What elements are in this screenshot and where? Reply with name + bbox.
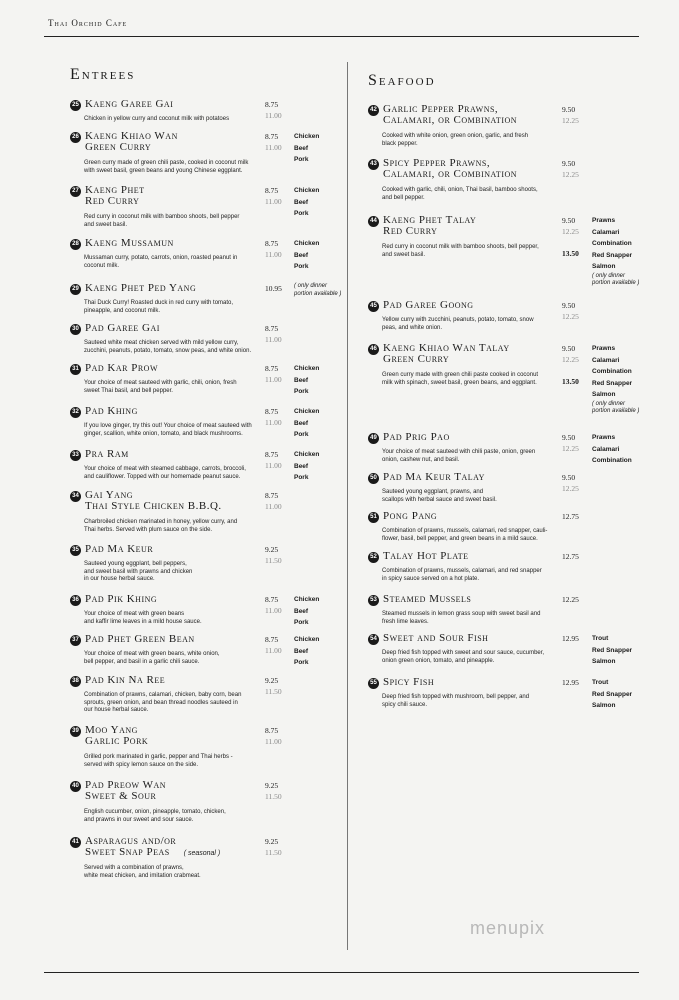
item-name-line-1: Pad Kin Na Ree [85, 674, 166, 686]
item-name-line-2: Sweet Snap Peas ( seasonal ) [85, 846, 221, 858]
option-label: Chicken [294, 365, 320, 372]
item-price [265, 594, 282, 616]
option-label: Beef [294, 462, 309, 470]
lunch-price: 8.75 [265, 100, 279, 109]
item-options [294, 363, 319, 398]
option-label: Pork [294, 210, 309, 217]
option-label: Trout [592, 679, 609, 686]
option-label: Combination [592, 240, 632, 247]
item-name [383, 594, 471, 605]
option-label: Chicken [294, 408, 320, 415]
dinner-price: 11.00 [265, 197, 282, 206]
item-description: Deep fried fish topped with sweet and sour sauce, cucumber, onion green onion, tomato, and pineapple. [382, 650, 545, 664]
item-number-badge: 40 [70, 781, 81, 792]
item-options [592, 432, 632, 467]
item-name-line-1: Pad Preow Wan [85, 779, 167, 791]
dinner-price: 12.25 [562, 444, 579, 453]
option-label: Combination [592, 368, 632, 375]
item-name-line-2: Green Curry [85, 141, 152, 153]
item-number-badge: 52 [368, 552, 379, 563]
lunch-price: 8.75 [265, 407, 279, 416]
item-price [562, 215, 579, 259]
option-label: Pork [294, 388, 309, 395]
dinner-price: 11.00 [265, 606, 282, 615]
item-name-line-1: Pad Pik Khing [85, 593, 158, 605]
item-name-line-2: Green Curry [383, 353, 450, 365]
item-description: Steamed mussels in lemon grass soup with sweet basil and fresh lime leaves. [382, 611, 541, 625]
item-number-badge: 37 [70, 635, 81, 646]
item-price [265, 283, 282, 294]
dinner-price: 11.00 [265, 335, 282, 344]
item-number-badge: 27 [70, 186, 81, 197]
item-name-line-1: Pad Ma Keur Talay [383, 471, 485, 483]
item-name-line-1: Asparagus and/or [85, 835, 177, 847]
lunch-price: 10.95 [265, 284, 282, 293]
option-label: Chicken [294, 451, 320, 458]
restaurant-name: Thai Orchid Cafe [48, 18, 128, 28]
item-name-line-1: Kaeng Khiao Wan [85, 130, 178, 142]
item-options [592, 215, 639, 288]
item-name-line-1: Pad Garee Goong [383, 299, 474, 311]
option-label: Pork [294, 156, 309, 163]
item-name-line-2: Calamari, or Combination [383, 168, 518, 180]
item-price [265, 634, 282, 656]
option-label: Red Snapper [592, 251, 633, 259]
item-price [562, 158, 579, 180]
lunch-price: 9.25 [265, 676, 279, 685]
option-label: Beef [294, 647, 309, 655]
dinner-price: 11.50 [265, 792, 282, 801]
option-note: ( only dinner portion available ) [592, 400, 640, 414]
lunch-price: 9.50 [562, 105, 576, 114]
fish-price: 13.50 [562, 377, 579, 386]
dinner-price: 11.50 [265, 556, 282, 565]
item-name [85, 238, 174, 249]
option-label: Beef [294, 251, 309, 259]
item-description: Your choice of meat with green beans, white onion, bell pepper, and basil in a garlic chili sauce. [84, 651, 220, 665]
fish-price: 13.50 [562, 249, 579, 258]
item-price [265, 131, 282, 153]
item-name-line-1: Pad Prig Pao [383, 431, 450, 443]
item-options [294, 185, 319, 220]
item-name [85, 185, 145, 207]
option-label: Chicken [294, 596, 320, 603]
item-options [294, 406, 319, 441]
item-price [265, 99, 282, 121]
item-description: Cooked with garlic, chili, onion, Thai basil, bamboo shoots, and bell pepper. [382, 187, 538, 201]
lunch-price: 8.75 [265, 239, 279, 248]
item-number-badge: 30 [70, 324, 81, 335]
item-number-badge: 32 [70, 407, 81, 418]
item-description: If you love ginger, try this out! Your choice of meat sauteed with ginger, scallion, white onion, tomato, and black mushrooms. [84, 423, 252, 437]
item-description: Green curry made of green chili paste, cooked in coconut milk with sweet basil, green beans and young Chinese eggplant. [84, 160, 249, 174]
item-price [562, 677, 579, 688]
item-description: Charbroiled chicken marinated in honey, yellow curry, and Thai herbs. Served with plum sauce on the side. [84, 519, 238, 533]
lunch-price: 9.50 [562, 344, 576, 353]
item-name [85, 594, 157, 605]
item-description: Served with a combination of prawns, white meat chicken, and imitation crabmeat. [84, 865, 201, 879]
option-label: Red Snapper [592, 690, 633, 698]
lunch-price: 12.75 [562, 552, 579, 561]
item-price [265, 406, 282, 428]
option-label: Chicken [294, 133, 320, 140]
item-number-badge: 44 [368, 216, 379, 227]
option-label: Chicken [294, 636, 320, 643]
item-number-badge: 55 [368, 678, 379, 689]
option-label: Calamari [592, 445, 620, 453]
item-name-line-1: Pad Garee Gai [85, 322, 160, 334]
item-description: Yellow curry with zucchini, peanuts, potato, tomato, snow peas, and white onion. [382, 317, 534, 331]
item-price [562, 104, 579, 126]
dinner-price: 11.00 [265, 250, 282, 259]
item-name [85, 406, 138, 417]
lunch-price: 8.75 [265, 186, 279, 195]
item-name-line-1: Pad Khing [85, 405, 138, 417]
item-price [265, 675, 282, 697]
item-options [294, 131, 319, 166]
lunch-price: 12.95 [562, 678, 579, 687]
item-name [383, 300, 474, 311]
item-price [562, 432, 579, 454]
item-name-line-1: Pra Ram [85, 448, 129, 460]
item-description: Deep fried fish topped with mushroom, bell pepper, and spicy chili sauce. [382, 694, 530, 708]
option-label: Chicken [294, 240, 320, 247]
item-number-badge: 45 [368, 301, 379, 312]
item-options [294, 634, 319, 669]
option-label: Pork [294, 619, 309, 626]
item-description: Chicken in yellow curry and coconut milk with potatoes [84, 116, 230, 122]
item-number-badge: 50 [368, 473, 379, 484]
item-name [383, 432, 450, 443]
item-name-line-1: Steamed Mussels [383, 593, 472, 605]
item-description: Your choice of meat sauteed with chili paste, onion, green onion, cashew nut, and basil. [382, 449, 536, 463]
lunch-price: 8.75 [265, 595, 279, 604]
option-label: Calamari [592, 228, 620, 236]
item-description: Cooked with white onion, green onion, garlic, and fresh black pepper. [382, 133, 529, 147]
lunch-price: 9.50 [562, 159, 576, 168]
section-title-entrees: Entrees [70, 66, 136, 83]
item-description: English cucumber, onion, pineapple, tomato, chicken, and prawns in our sweet and sour sauce. [84, 809, 226, 823]
lunch-price: 9.25 [265, 545, 279, 554]
item-price [265, 544, 282, 566]
dinner-price: 12.25 [562, 227, 579, 236]
option-label: Beef [294, 419, 309, 427]
item-number-badge: 39 [70, 726, 81, 737]
item-number-badge: 51 [368, 512, 379, 523]
dinner-price: 12.25 [562, 170, 579, 179]
item-name-line-1: Gai Yang [85, 489, 134, 501]
item-name-line-1: Kaeng Phet Talay [383, 214, 477, 226]
item-name [383, 215, 476, 237]
item-name [383, 677, 434, 688]
lunch-price: 9.50 [562, 473, 576, 482]
lunch-price: 12.75 [562, 512, 579, 521]
item-description: Red curry in coconut milk with bamboo shoots, bell pepper, and sweet basil. [382, 244, 539, 258]
item-name-line-1: Spicy Fish [383, 676, 435, 688]
item-name-line-1: Kaeng Phet [85, 184, 145, 196]
item-options [592, 633, 632, 668]
item-name [85, 99, 173, 110]
item-price [562, 343, 579, 387]
item-number-badge: 36 [70, 595, 81, 606]
item-description: Sauteed white meat chicken served with mild yellow curry, zucchini, peanuts, potato, tomato, snow peas, and white onion. [84, 340, 252, 354]
item-name-line-1: Sweet and Sour Fish [383, 632, 489, 644]
option-label: Pork [294, 474, 309, 481]
item-description: Combination of prawns, mussels, calamari, and red snapper in spicy sauce served on a hot plate. [382, 568, 542, 582]
top-rule [44, 36, 639, 37]
item-name-line-1: Talay Hot Plate [383, 550, 469, 562]
item-price [265, 490, 282, 512]
item-description: Your choice of meat with steamed cabbage, carrots, broccoli, and cauliflower. Topped with our homemade peanut sauce. [84, 466, 246, 480]
item-description: Sauteed young eggplant, bell peppers, and sweet basil with prawns and chicken in our house herbal sauce. [84, 561, 193, 582]
dinner-price: 12.25 [562, 116, 579, 125]
item-price [265, 836, 282, 858]
item-name [85, 675, 165, 686]
dinner-price: 11.00 [265, 375, 282, 384]
item-description: Thai Duck Curry! Roasted duck in red curry with tomato, pineapple, and coconut milk. [84, 300, 234, 314]
lunch-price: 9.50 [562, 301, 576, 310]
option-label: Chicken [294, 187, 320, 194]
lunch-price: 9.50 [562, 216, 576, 225]
item-number-badge: 41 [70, 837, 81, 848]
item-name [85, 323, 160, 334]
lunch-price: 12.25 [562, 595, 579, 604]
item-name-line-1: Pong Pang [383, 510, 438, 522]
item-number-badge: 31 [70, 364, 81, 375]
dinner-price: 11.00 [265, 418, 282, 427]
option-label: Prawns [592, 434, 616, 441]
item-number-badge: 33 [70, 450, 81, 461]
option-label: Red Snapper [592, 379, 633, 387]
item-name-line-1: Kaeng Mussamun [85, 237, 174, 249]
dinner-price: 11.00 [265, 737, 282, 746]
item-options [294, 449, 319, 484]
watermark: menupix [470, 918, 546, 938]
item-description: Grilled pork marinated in garlic, pepper and Thai herbs - served with spicy lemon sauce on the side. [84, 754, 233, 768]
item-name [383, 551, 468, 562]
item-price [265, 185, 282, 207]
item-note: ( seasonal ) [183, 850, 221, 857]
option-label: Trout [592, 635, 609, 642]
lunch-price: 8.75 [265, 726, 279, 735]
item-description: Green curry made with green chili paste cooked in coconut milk with spinach, sweet basil, green beans, and eggplant. [382, 372, 539, 386]
item-number-badge: 46 [368, 344, 379, 355]
option-label: Combination [592, 457, 632, 464]
item-name [85, 780, 166, 802]
option-label: Salmon [592, 391, 616, 398]
dinner-price: 11.00 [265, 111, 282, 120]
item-options [592, 343, 639, 416]
item-name [85, 490, 222, 512]
item-price [562, 551, 579, 562]
dinner-price: 11.50 [265, 687, 282, 696]
item-description: Red curry in coconut milk with bamboo shoots, bell pepper and sweet basil. [84, 214, 240, 228]
item-options [294, 594, 319, 629]
option-label: Beef [294, 198, 309, 206]
item-name [85, 544, 153, 555]
lunch-price: 8.75 [265, 491, 279, 500]
item-number-badge: 43 [368, 159, 379, 170]
option-label: Salmon [592, 702, 616, 709]
option-label: Pork [294, 263, 309, 270]
item-number-badge: 54 [368, 634, 379, 645]
item-description: Mussaman curry, potato, carrots, onion, roasted peanut in coconut milk. [84, 255, 238, 269]
item-name [383, 158, 517, 180]
dinner-price: 11.50 [265, 848, 282, 857]
item-number-badge: 34 [70, 491, 81, 502]
item-price [265, 780, 282, 802]
item-name [85, 283, 196, 294]
item-name [383, 511, 437, 522]
item-name-line-1: Spicy Pepper Prawns, [383, 157, 491, 169]
bottom-rule [44, 972, 639, 973]
item-description: Your choice of meat with green beans and kaffir lime leaves in a mild house sauce. [84, 611, 202, 625]
item-number-badge: 49 [368, 433, 379, 444]
item-options [294, 238, 319, 273]
option-label: Beef [294, 144, 309, 152]
dinner-price: 12.25 [562, 355, 579, 364]
lunch-price: 8.75 [265, 635, 279, 644]
lunch-price: 8.75 [265, 132, 279, 141]
lunch-price: 8.75 [265, 450, 279, 459]
option-label: Red Snapper [592, 646, 633, 654]
item-options [592, 677, 632, 712]
dinner-price: 11.00 [265, 646, 282, 655]
item-description: Sauteed young eggplant, prawns, and scallops with herbal sauce and sweet basil. [382, 489, 497, 503]
item-name-line-1: Pad Ma Keur [85, 543, 154, 555]
option-label: Salmon [592, 263, 616, 270]
option-note: ( only dinner portion available ) [592, 272, 640, 286]
item-price [562, 472, 579, 494]
option-label: Beef [294, 607, 309, 615]
dinner-price: 11.00 [265, 502, 282, 511]
item-number-badge: 29 [70, 284, 81, 295]
item-price [265, 725, 282, 747]
lunch-price: 8.75 [265, 324, 279, 333]
item-number-badge: 26 [70, 132, 81, 143]
lunch-price: 9.50 [562, 433, 576, 442]
option-label: Prawns [592, 217, 616, 224]
item-name-line-1: Garlic Pepper Prawns, [383, 103, 499, 115]
item-name [85, 449, 129, 460]
option-label: Pork [294, 659, 309, 666]
item-name-line-1: Pad Phet Green Bean [85, 633, 195, 645]
lunch-price: 9.25 [265, 837, 279, 846]
item-name-line-1: Kaeng Garee Gai [85, 98, 174, 110]
item-description: Combination of prawns, calamari, chicken, baby corn, bean sprouts, green onion, and bean thread noodles sauteed in our house herbal sauce. [84, 692, 242, 713]
section-title-seafood: Seafood [368, 72, 436, 89]
item-name [85, 725, 148, 747]
column-divider [347, 62, 348, 950]
item-price [562, 594, 579, 605]
option-label: Pork [294, 431, 309, 438]
item-name-line-2: Red Curry [85, 195, 140, 207]
item-number-badge: 42 [368, 105, 379, 116]
item-price [562, 633, 579, 644]
item-name-line-2: Sweet & Sour [85, 790, 157, 802]
option-label: Beef [294, 376, 309, 384]
item-name-line-2: Thai Style Chicken B.B.Q. [85, 500, 222, 512]
item-name-line-1: Kaeng Phet Ped Yang [85, 282, 197, 294]
lunch-price: 12.95 [562, 634, 579, 643]
option-note: ( only dinner portion available ) [294, 283, 342, 297]
item-name-line-1: Kaeng Khiao Wan Talay [383, 342, 510, 354]
item-price [265, 323, 282, 345]
item-name [85, 363, 158, 374]
item-name [85, 836, 220, 859]
lunch-price: 8.75 [265, 364, 279, 373]
item-price [265, 363, 282, 385]
item-options [294, 283, 341, 298]
item-name-line-2: Calamari, or Combination [383, 114, 518, 126]
item-number-badge: 28 [70, 239, 81, 250]
item-number-badge: 25 [70, 100, 81, 111]
item-name [85, 131, 178, 153]
item-name [383, 472, 485, 483]
item-name [383, 343, 510, 365]
item-number-badge: 53 [368, 595, 379, 606]
item-name-line-1: Moo Yang [85, 724, 138, 736]
item-name [383, 633, 488, 644]
item-price [562, 511, 579, 522]
item-number-badge: 35 [70, 545, 81, 556]
item-price [265, 449, 282, 471]
item-price [562, 300, 579, 322]
item-price [265, 238, 282, 260]
item-name-line-2: Red Curry [383, 225, 438, 237]
item-name [85, 634, 195, 645]
item-name-line-2: Garlic Pork [85, 735, 149, 747]
item-number-badge: 38 [70, 676, 81, 687]
option-label: Prawns [592, 345, 616, 352]
lunch-price: 9.25 [265, 781, 279, 790]
item-name [383, 104, 517, 126]
item-name-line-1: Pad Kar Prow [85, 362, 159, 374]
dinner-price: 12.25 [562, 484, 579, 493]
option-label: Salmon [592, 658, 616, 665]
dinner-price: 11.00 [265, 461, 282, 470]
item-description: Combination of prawns, mussels, calamari, red snapper, cauli- flower, basil, bell pepper, and green beans in a mild sauce. [382, 528, 548, 542]
item-description: Your choice of meat sauteed with garlic, chili, onion, fresh sweet Thai basil, and bell pepper. [84, 380, 237, 394]
dinner-price: 12.25 [562, 312, 579, 321]
option-label: Calamari [592, 356, 620, 364]
dinner-price: 11.00 [265, 143, 282, 152]
